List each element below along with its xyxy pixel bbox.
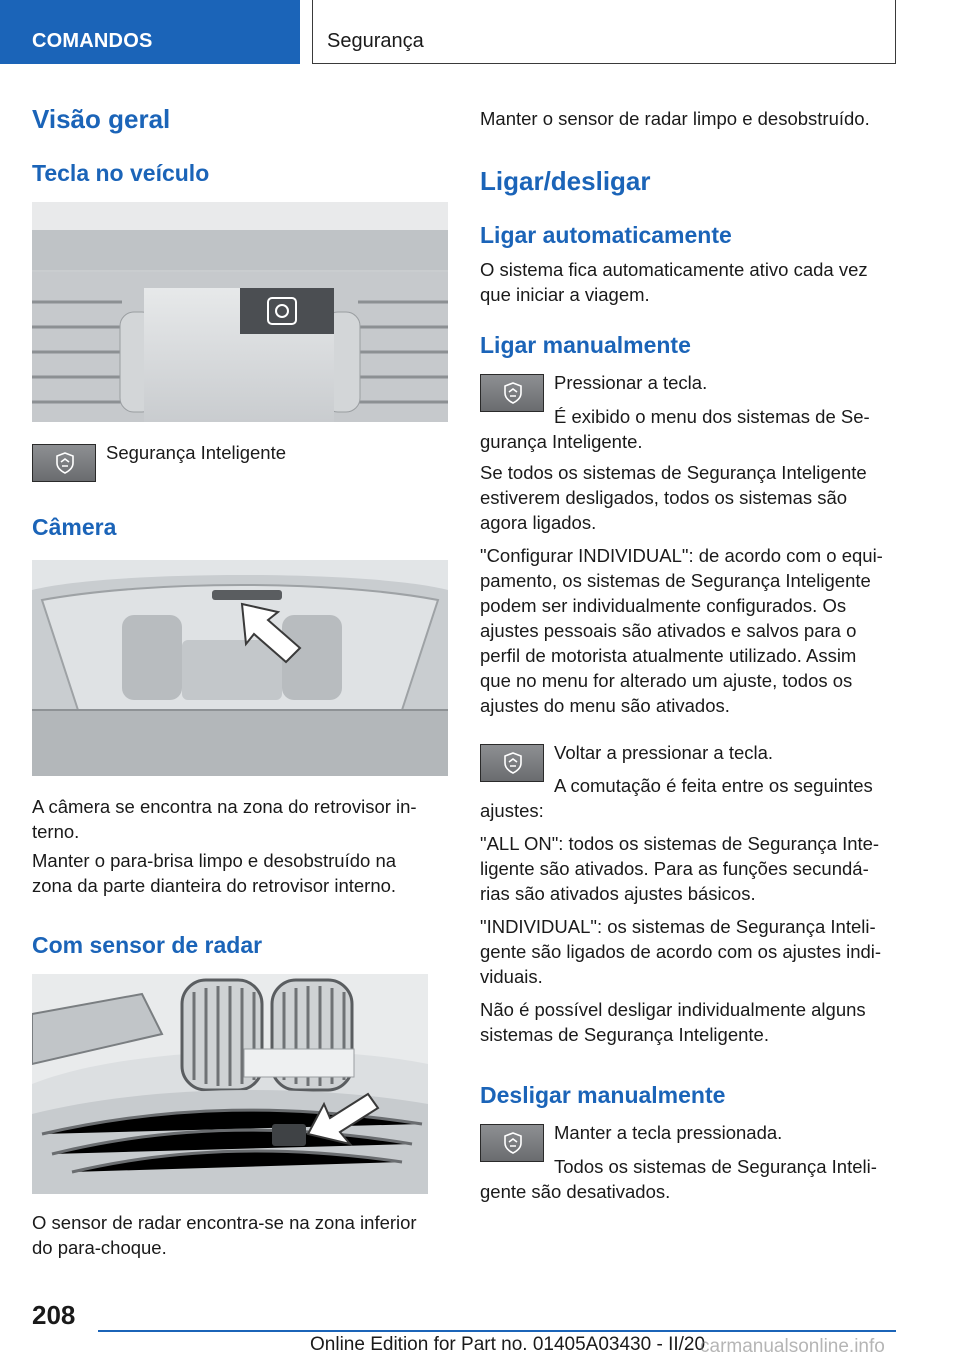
radar-bumper-photo [32,974,428,1194]
individual-b: pamento, os sistemas de Segurança Inteligente [480,570,871,591]
safety-assist-icon [503,752,523,774]
footer-rule [98,1330,896,1332]
radar-text-a: O sensor de radar encontra-se na zona inferior [32,1212,417,1233]
all-on-c: rias são ativados ajustes básicos. [480,883,756,904]
heading-manual-on: Ligar manualmente [480,332,691,358]
safety-button-image [480,1124,544,1162]
camera-interior-photo [32,560,448,776]
button-caption: Segurança Inteligente [106,442,286,463]
individual-c: podem ser individualmente configurados. Os [480,595,847,616]
keep-clean-text: Manter o sensor de radar limpo e desobstruído. [480,108,870,129]
safety-assist-icon [55,452,75,474]
chapter-tab: COMANDOS [0,0,300,64]
hold-key-text: Manter a tecla pressionada. [554,1122,783,1143]
safety-assist-icon [503,1132,523,1154]
heading-camera: Câmera [32,514,117,540]
all-off-c: agora ligados. [480,512,597,533]
individual-d: ajustes pessoais são ativados e salvos para o [480,620,857,641]
press-again-text: Voltar a pressionar a tecla. [554,742,774,763]
camera-text-1a: A câmera se encontra na zona do retrovisor in‐ [32,796,417,817]
menu-shown-b: gurança Inteligente. [480,431,643,452]
all-on-a: "ALL ON": todos os sistemas de Segurança Inte‐ [480,833,880,854]
safety-button-image [480,744,544,782]
individual2-a: "INDIVIDUAL": os sistemas de Segurança Inteli‐ [480,916,876,937]
switch-b: ajustes: [480,800,544,821]
heading-auto-on: Ligar automaticamente [480,222,732,248]
individual-e: perfil de motorista atualmente utilizado. Assim [480,645,857,666]
auto-text-a: O sistema fica automaticamente ativo cada vez [480,259,868,280]
individual-a: "Configurar INDIVIDUAL": de acordo com o equi‐ [480,545,883,566]
all-off-b: estiverem desligados, todos os sistemas são [480,487,848,508]
switch-a: A comutação é feita entre os seguintes [554,775,873,796]
dashboard-button-photo [32,202,448,422]
heading-on-off: Ligar/desligar [480,166,651,196]
section-title: Segurança [312,0,896,64]
individual2-c: viduais. [480,966,543,987]
safety-button-image [32,444,96,482]
safety-assist-icon [503,382,523,404]
all-deactivated-b: gente são desativados. [480,1181,671,1202]
camera-text-2b: zona da parte dianteira do retrovisor interno. [32,875,397,896]
individual2-b: gente são ligados de acordo com os ajustes indi‐ [480,941,882,962]
heading-vehicle-key: Tecla no veículo [32,160,210,186]
heading-radar: Com sensor de radar [32,932,263,958]
all-off-a: Se todos os sistemas de Segurança Inteligente [480,462,867,483]
not-possible-a: Não é possível desligar individualmente alguns [480,999,866,1020]
auto-text-b: que iniciar a viagem. [480,284,650,305]
individual-g: ajustes do menu são ativados. [480,695,730,716]
safety-button-image [480,374,544,412]
heading-overview: Visão geral [32,104,171,134]
not-possible-b: sistemas de Segurança Inteligente. [480,1024,769,1045]
menu-shown-a: É exibido o menu dos sistemas de Se‐ [554,406,870,427]
all-deactivated-a: Todos os sistemas de Segurança Inteli‐ [554,1156,877,1177]
edition-text: Online Edition for Part no. 01405A03430 - II/20 [310,1334,706,1355]
heading-manual-off: Desligar manualmente [480,1082,726,1108]
watermark: carmanualsonline.info [700,1336,885,1357]
all-on-b: ligente são ativados. Para as funções secundá‐ [480,858,869,879]
press-key-text: Pressionar a tecla. [554,372,708,393]
camera-text-2a: Manter o para-brisa limpo e desobstruído na [32,850,397,871]
camera-text-1b: terno. [32,821,80,842]
individual-f: que no menu for alterado um ajuste, todos os [480,670,853,691]
page-number: 208 [32,1300,76,1330]
radar-text-b: do para-choque. [32,1237,167,1258]
